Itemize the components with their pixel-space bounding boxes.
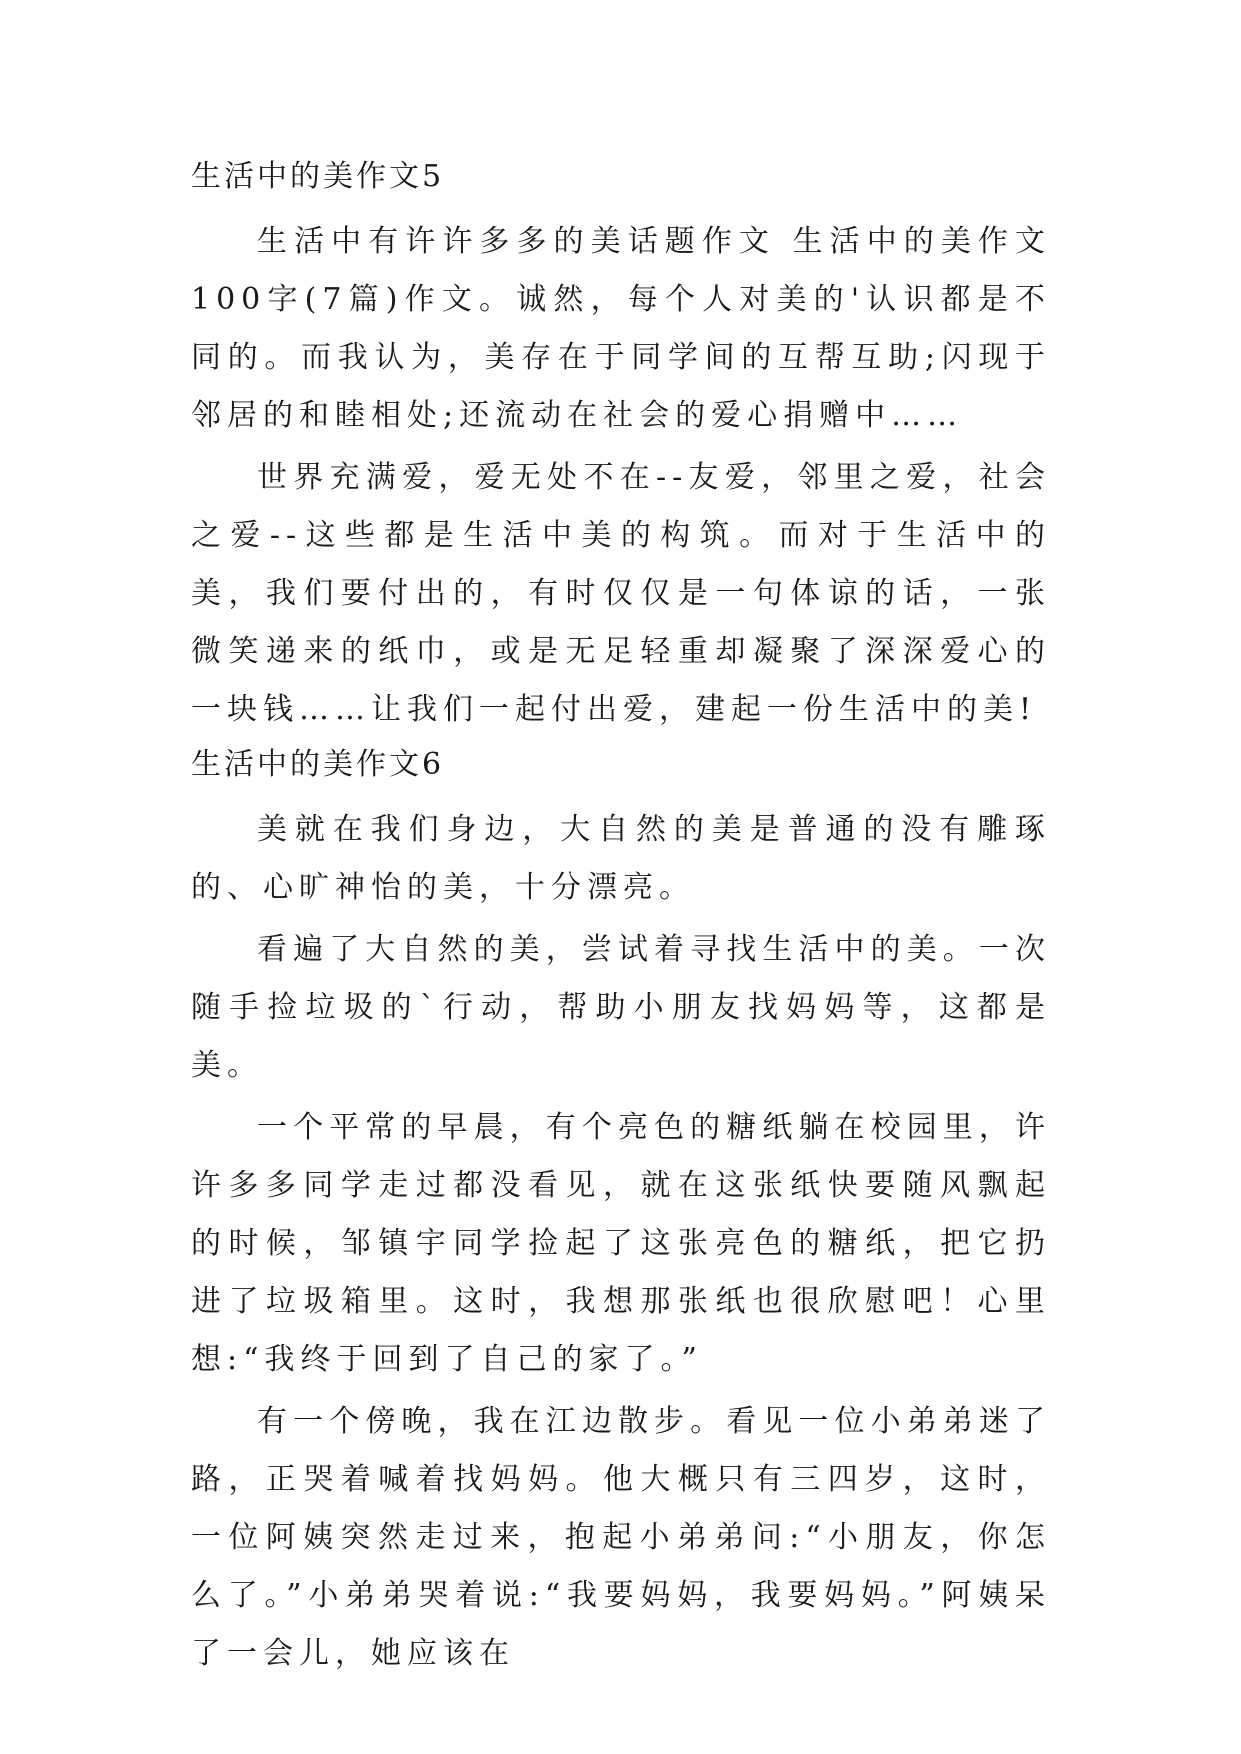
paragraph: 一个平常的早晨，有个亮色的糖纸躺在校园里，许许多多同学走过都没看见，就在这张纸快要随风飘起的时候，邹镇宇同学捡起了这张亮色的糖纸，把它扔进了垃圾箱里。这时，我想那张纸也很欣慰吧！心里想:“我终于回到了自己的家了。” xyxy=(191,1110,1051,1377)
paragraph: 生活中有许许多多的美话题作文 生活中的美作文100字(7篇)作文。诚然，每个人对美的'认识都是不同的。而我认为，美存在于同学间的互帮互助;闪现于邻居的和睦相处;还流动在社会的爱心捐赠中…… xyxy=(191,224,1051,433)
paragraph: 看遍了大自然的美，尝试着寻找生活中的美。一次随手捡垃圾的`行动，帮助小朋友找妈妈等，这都是美。 xyxy=(191,932,1051,1083)
paragraph: 有一个傍晚，我在江边散步。看见一位小弟弟迷了路，正哭着喊着找妈妈。他大概只有三四岁，这时，一位阿姨突然走过来，抱起小弟弟问:“小朋友，你怎么了。”小弟弟哭着说:“我要妈妈，我要妈妈。”阿姨呆了一会儿，她应该在 xyxy=(191,1404,1051,1671)
section-heading-5: 生活中的美作文5 xyxy=(191,159,445,194)
paragraph: 世界充满爱，爱无处不在--友爱，邻里之爱，社会之爱--这些都是生活中美的构筑。而对于生活中的美，我们要付出的，有时仅仅是一句体谅的话，一张微笑递来的纸巾，或是无足轻重却凝聚了深深爱心的一块钱……让我们一起付出爱，建起一份生活中的美! xyxy=(191,460,1051,727)
section-heading-6: 生活中的美作文6 xyxy=(191,747,445,782)
paragraph: 美就在我们身边，大自然的美是普通的没有雕琢的、心旷神怡的美，十分漂亮。 xyxy=(191,812,1051,905)
document-body xyxy=(191,155,1051,1683)
